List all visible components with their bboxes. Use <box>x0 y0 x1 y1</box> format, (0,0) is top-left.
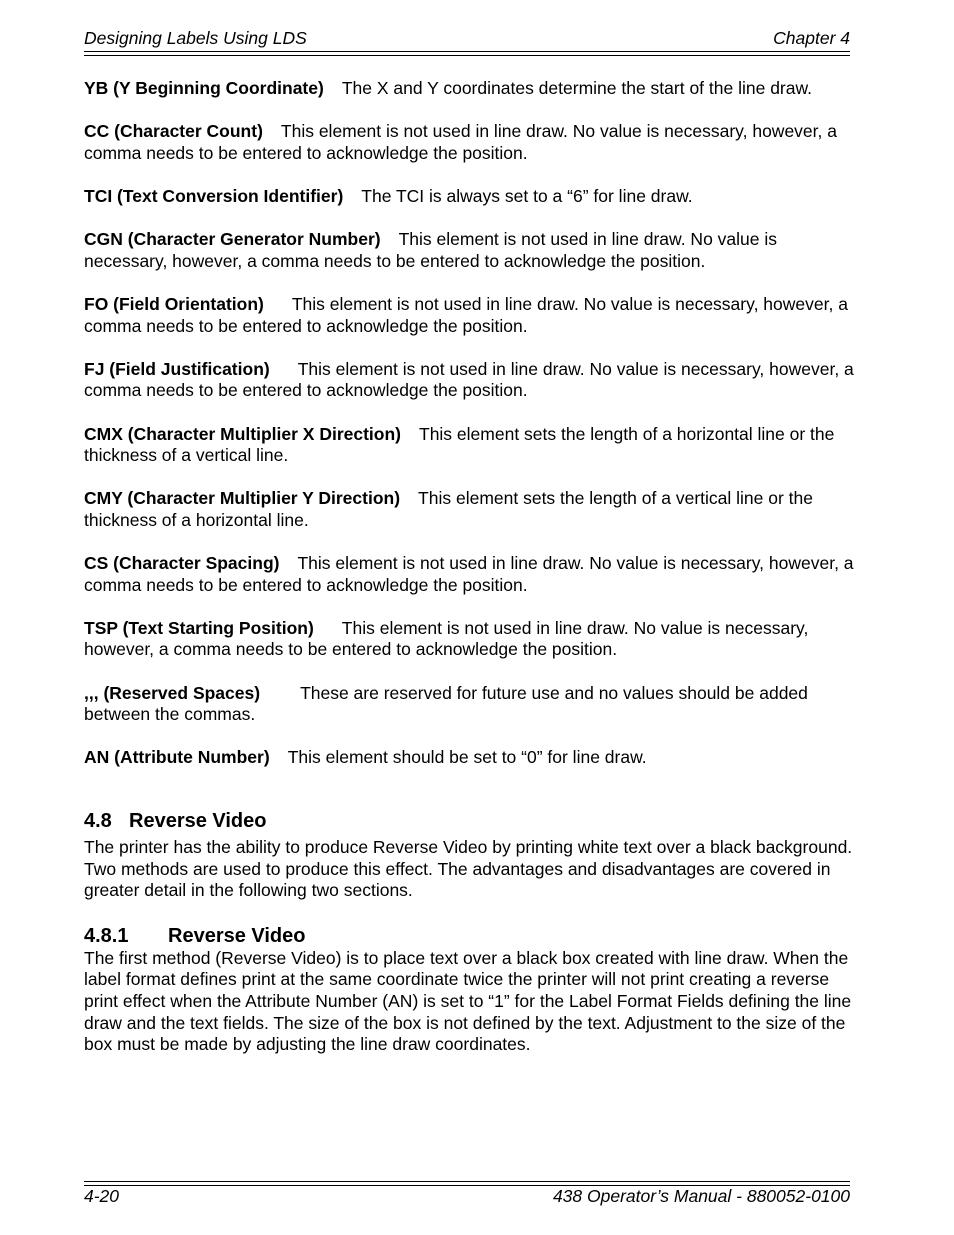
page-number: 4-20 <box>84 1186 120 1206</box>
definition-text: The TCI is always set to a “6” for line draw. <box>361 185 693 206</box>
definition-term: FJ (Field Justification) <box>84 358 270 379</box>
definition-term: ,,, (Reserved Spaces) <box>84 682 261 703</box>
subsection-number: 4.8.1 <box>84 924 129 947</box>
definition-cmx <box>84 424 854 467</box>
section-body: The printer has the ability to produce Reverse Video by printing white text over a black background. Two methods are used to produce this effect. The advantages and disadvantages are covered in greater detail in the following two sections. <box>84 837 853 901</box>
subsection-body: The first method (Reverse Video) is to place text over a black box created with line draw. When the label format defines print at the same coordinate twice the printer will not print creating a reverse print effect when the Attribute Number (AN) is set to “1” for the Label Format Fields defining the line draw and the text fields. The size of the box is not defined by the text. Adjustment to the size of the box must be made by adjusting the line draw coordinates. <box>84 947 852 1055</box>
definition-cmy <box>84 488 854 531</box>
definition-text: This element is not used in line draw. No value is necessary, however, a comma needs to be entered to acknowledge the position. <box>84 121 837 163</box>
subsection-title: Reverse Video <box>168 924 306 947</box>
definition-term: TSP (Text Starting Position) <box>84 617 314 638</box>
header-rule <box>84 51 850 56</box>
definition-text: This element is not used in line draw. No value is necessary, however, a comma needs to be entered to acknowledge the position. <box>84 229 777 271</box>
definition-term: CMY (Character Multiplier Y Direction) <box>84 488 401 509</box>
section-heading <box>84 809 854 833</box>
definition-yb <box>84 78 854 100</box>
definition-text: This element sets the length of a horizontal line or the thickness of a vertical line. <box>84 423 835 466</box>
definition-cs <box>84 553 854 596</box>
section-number: 4.8 <box>84 810 112 832</box>
definition-text: This element is not used in line draw. No value is necessary, however, a comma needs to be entered to acknowledge the position. <box>84 358 854 401</box>
definition-an <box>84 747 854 769</box>
definition-term: CC (Character Count) <box>84 121 263 142</box>
definition-term: CMX (Character Multiplier X Direction) <box>84 423 401 444</box>
header-chapter: Chapter 4 <box>773 28 850 48</box>
definition-term: FO (Field Orientation) <box>84 293 264 314</box>
definition-reserved <box>84 683 854 726</box>
definition-text: These are reserved for future use and no values should be added between the commas. <box>84 682 808 725</box>
definition-text: This element is not used in line draw. No value is necessary, however, a comma needs to be entered to acknowledge the position. <box>84 553 854 595</box>
definition-cgn <box>84 229 854 272</box>
definition-text: The X and Y coordinates determine the start of the line draw. <box>341 78 813 98</box>
page-header <box>84 28 850 49</box>
definition-fj <box>84 359 854 402</box>
definition-term: AN (Attribute Number) <box>84 747 270 768</box>
definition-cc <box>84 121 854 164</box>
definition-term: TCI (Text Conversion Identifier) <box>84 185 344 206</box>
definition-term: YB (Y Beginning Coordinate) <box>84 78 324 98</box>
definition-text: This element should be set to “0” for line draw. <box>287 747 647 768</box>
definition-text: This element is not used in line draw. No value is necessary, however, a comma needs to be entered to acknowledge the position. <box>84 617 809 660</box>
definition-tsp <box>84 618 854 661</box>
definition-tci <box>84 186 854 208</box>
manual-title: 438 Operator’s Manual - 880052-0100 <box>552 1186 850 1206</box>
section-title: Reverse Video <box>129 810 267 832</box>
header-title: Designing Labels Using LDS <box>84 28 307 48</box>
definition-text: This element sets the length of a vertical line or the thickness of a horizontal line. <box>84 488 813 530</box>
definition-term: CS (Character Spacing) <box>84 553 280 574</box>
definition-text: This element is not used in line draw. No value is necessary, however, a comma needs to be entered to acknowledge the position. <box>84 293 848 336</box>
definition-fo <box>84 294 854 337</box>
page-footer <box>84 1186 850 1207</box>
definition-term: CGN (Character Generator Number) <box>84 229 381 250</box>
subsection-heading <box>84 924 854 948</box>
page-content <box>84 78 854 1056</box>
